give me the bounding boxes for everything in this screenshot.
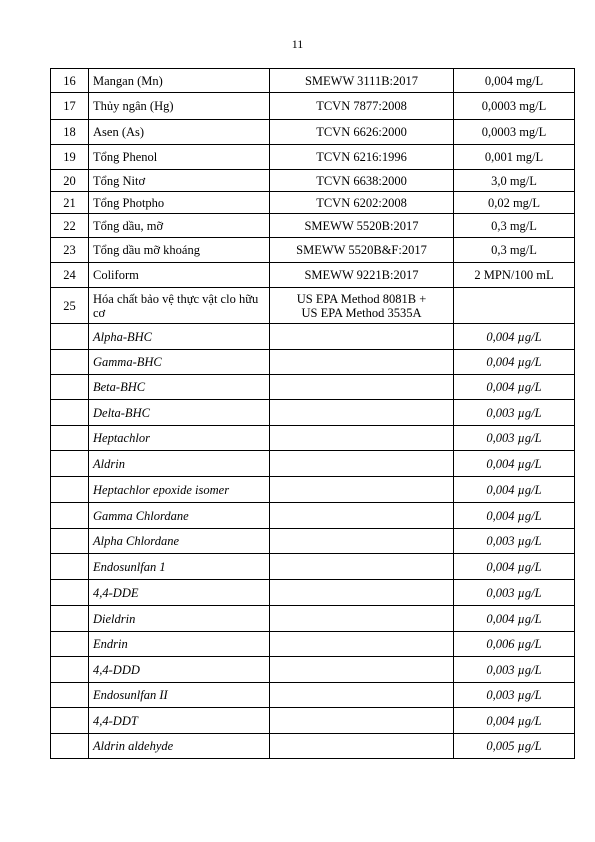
test-method: SMEWW 5520B&F:2017 (270, 238, 454, 263)
detection-limit: 0,004 µg/L (454, 324, 575, 350)
table-sub-row (51, 606, 575, 632)
test-method-empty (270, 734, 454, 759)
row-number: 17 (51, 93, 89, 120)
table-row (51, 192, 575, 214)
test-method: TCVN 6216:1996 (270, 145, 454, 170)
table-sub-row (51, 477, 575, 503)
row-number-empty (51, 350, 89, 375)
test-method: TCVN 6638:2000 (270, 170, 454, 192)
table-sub-row (51, 375, 575, 400)
table-sub-row (51, 632, 575, 657)
table-sub-row (51, 400, 575, 426)
parameter-name: Tổng Photpho (89, 192, 270, 214)
test-method-line-2: US EPA Method 3535A (301, 305, 422, 320)
row-number: 20 (51, 170, 89, 192)
parameter-name: Mangan (Mn) (89, 69, 270, 93)
compound-name: 4,4-DDE (89, 580, 270, 606)
table-row (51, 93, 575, 120)
detection-limit: 0,003 µg/L (454, 400, 575, 426)
detection-limit: 2 MPN/100 mL (454, 263, 575, 288)
detection-limit: 0,004 µg/L (454, 606, 575, 632)
compound-name: Delta-BHC (89, 400, 270, 426)
row-number-empty (51, 426, 89, 451)
table-sub-row (51, 683, 575, 708)
row-number-empty (51, 477, 89, 503)
detection-limit: 0,003 µg/L (454, 529, 575, 554)
row-number-empty (51, 324, 89, 350)
compound-name: Endosunlfan 1 (89, 554, 270, 580)
row-number-empty (51, 375, 89, 400)
detection-limit: 0,004 µg/L (454, 350, 575, 375)
table-sub-row (51, 529, 575, 554)
row-number-empty (51, 606, 89, 632)
row-number: 25 (51, 288, 89, 324)
compound-name: 4,4-DDT (89, 708, 270, 734)
detection-limit: 0,0003 mg/L (454, 93, 575, 120)
results-table-body (51, 69, 575, 759)
test-method-empty (270, 400, 454, 426)
detection-limit: 0,003 µg/L (454, 580, 575, 606)
table-sub-row (51, 426, 575, 451)
test-method-empty (270, 580, 454, 606)
table-row (51, 145, 575, 170)
row-number-empty (51, 708, 89, 734)
row-number-empty (51, 683, 89, 708)
test-method-empty (270, 375, 454, 400)
compound-name: Gamma Chlordane (89, 503, 270, 529)
compound-name: Beta-BHC (89, 375, 270, 400)
parameter-name: Tổng dầu, mỡ (89, 214, 270, 238)
detection-limit: 0,004 µg/L (454, 451, 575, 477)
test-method-empty (270, 451, 454, 477)
compound-name: Endrin (89, 632, 270, 657)
detection-limit: 0,004 µg/L (454, 375, 575, 400)
test-method: SMEWW 3111B:2017 (270, 69, 454, 93)
table-sub-row (51, 503, 575, 529)
table-sub-row (51, 708, 575, 734)
test-method: SMEWW 9221B:2017 (270, 263, 454, 288)
detection-limit (454, 288, 575, 324)
test-method-empty (270, 324, 454, 350)
test-method-empty (270, 632, 454, 657)
test-method-empty (270, 350, 454, 375)
table-sub-row (51, 580, 575, 606)
row-number: 18 (51, 120, 89, 145)
parameter-name: Asen (As) (89, 120, 270, 145)
table-row (51, 263, 575, 288)
test-method-empty (270, 554, 454, 580)
table-row (51, 69, 575, 93)
row-number: 24 (51, 263, 89, 288)
parameter-name: Tổng dầu mỡ khoáng (89, 238, 270, 263)
detection-limit: 0,006 µg/L (454, 632, 575, 657)
compound-name: Endosunlfan II (89, 683, 270, 708)
test-method-empty (270, 529, 454, 554)
test-method (270, 288, 454, 324)
detection-limit: 0,005 µg/L (454, 734, 575, 759)
row-number-empty (51, 400, 89, 426)
test-method: TCVN 7877:2008 (270, 93, 454, 120)
test-method-empty (270, 426, 454, 451)
test-method-line-1: US EPA Method 8081B + (296, 291, 427, 306)
results-table (50, 68, 575, 759)
row-number-empty (51, 451, 89, 477)
row-number-empty (51, 657, 89, 683)
test-method-empty (270, 657, 454, 683)
row-number-empty (51, 580, 89, 606)
test-method-empty (270, 708, 454, 734)
row-number-empty (51, 554, 89, 580)
detection-limit: 0,0003 mg/L (454, 120, 575, 145)
test-method: TCVN 6202:2008 (270, 192, 454, 214)
test-method-empty (270, 683, 454, 708)
test-method: TCVN 6626:2000 (270, 120, 454, 145)
detection-limit: 0,003 µg/L (454, 683, 575, 708)
row-number: 21 (51, 192, 89, 214)
table-sub-row (51, 451, 575, 477)
table-row (51, 238, 575, 263)
compound-name: Gamma-BHC (89, 350, 270, 375)
row-number-empty (51, 632, 89, 657)
table-row (51, 120, 575, 145)
detection-limit: 0,02 mg/L (454, 192, 575, 214)
compound-name: Alpha-BHC (89, 324, 270, 350)
parameter-name: Tổng Nitơ (89, 170, 270, 192)
row-number-empty (51, 529, 89, 554)
row-number: 22 (51, 214, 89, 238)
detection-limit: 0,004 mg/L (454, 69, 575, 93)
test-method: SMEWW 5520B:2017 (270, 214, 454, 238)
detection-limit: 0,003 µg/L (454, 426, 575, 451)
detection-limit: 0,004 µg/L (454, 477, 575, 503)
table-sub-row (51, 350, 575, 375)
parameter-name: Tổng Phenol (89, 145, 270, 170)
detection-limit: 0,004 µg/L (454, 554, 575, 580)
table-row (51, 170, 575, 192)
row-number: 19 (51, 145, 89, 170)
detection-limit: 0,004 µg/L (454, 503, 575, 529)
compound-name: 4,4-DDD (89, 657, 270, 683)
compound-name: Heptachlor (89, 426, 270, 451)
detection-limit: 0,003 µg/L (454, 657, 575, 683)
parameter-name: Hóa chất bảo vệ thực vật clo hữu cơ (89, 288, 270, 324)
table-sub-row (51, 734, 575, 759)
detection-limit: 0,3 mg/L (454, 214, 575, 238)
detection-limit: 0,004 µg/L (454, 708, 575, 734)
detection-limit: 0,001 mg/L (454, 145, 575, 170)
row-number: 23 (51, 238, 89, 263)
compound-name: Alpha Chlordane (89, 529, 270, 554)
table-sub-row (51, 657, 575, 683)
test-method-empty (270, 503, 454, 529)
table-sub-row (51, 324, 575, 350)
parameter-name: Thủy ngân (Hg) (89, 93, 270, 120)
compound-name: Aldrin aldehyde (89, 734, 270, 759)
parameter-name: Coliform (89, 263, 270, 288)
table-sub-row (51, 554, 575, 580)
row-number-empty (51, 503, 89, 529)
table-row-pesticides (51, 288, 575, 324)
row-number: 16 (51, 69, 89, 93)
table-row (51, 214, 575, 238)
compound-name: Heptachlor epoxide isomer (89, 477, 270, 503)
compound-name: Dieldrin (89, 606, 270, 632)
detection-limit: 0,3 mg/L (454, 238, 575, 263)
row-number-empty (51, 734, 89, 759)
test-method-empty (270, 477, 454, 503)
page-number: 11 (291, 37, 304, 51)
test-method-empty (270, 606, 454, 632)
detection-limit: 3,0 mg/L (454, 170, 575, 192)
compound-name: Aldrin (89, 451, 270, 477)
